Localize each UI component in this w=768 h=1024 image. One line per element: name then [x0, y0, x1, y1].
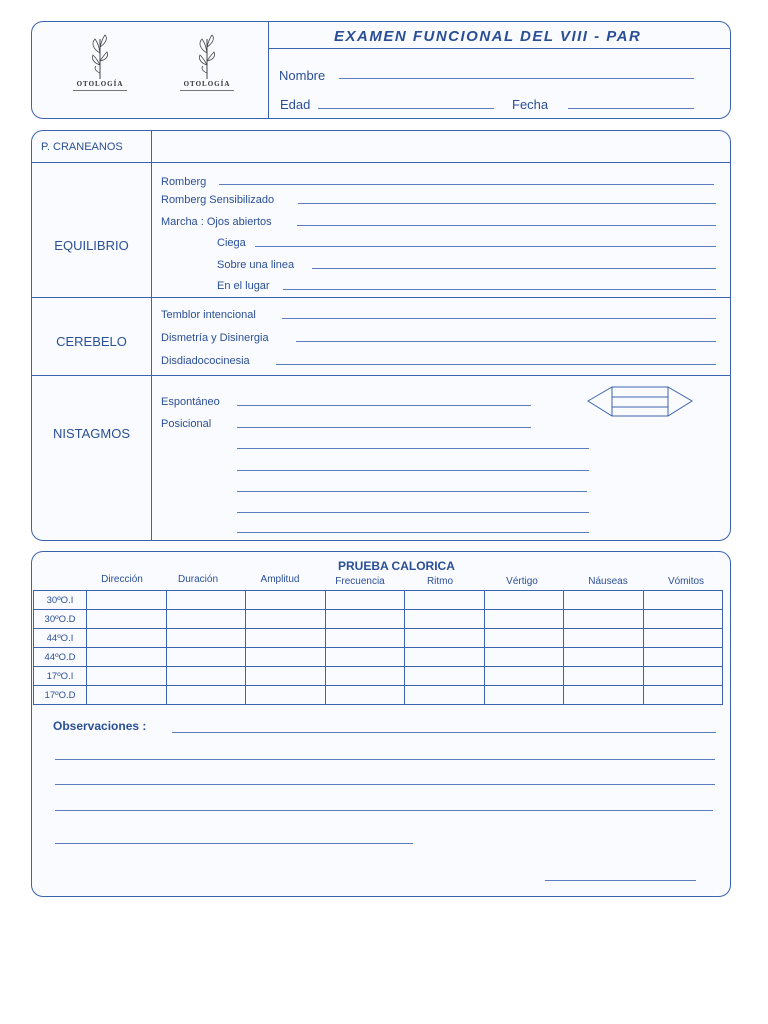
col-header-ritmo: Ritmo	[426, 576, 454, 587]
table-cell[interactable]	[246, 591, 326, 610]
row-header: 17ºO.I	[34, 667, 87, 686]
posicional-label: Posicional	[161, 418, 212, 430]
table-cell[interactable]	[246, 686, 326, 705]
table-cell[interactable]	[87, 667, 167, 686]
pares-column-divider	[151, 131, 152, 540]
observaciones-line[interactable]	[55, 810, 713, 811]
observaciones-label: Observaciones :	[53, 719, 147, 733]
nistagmus-diagram-icon	[586, 385, 694, 419]
table-cell[interactable]	[564, 629, 644, 648]
disdiadococinesia-label: Disdiadococinesia	[161, 355, 250, 367]
table-cell[interactable]	[166, 648, 246, 667]
table-cell[interactable]	[405, 629, 485, 648]
nombre-field[interactable]	[339, 78, 694, 79]
observaciones-line[interactable]	[55, 759, 715, 760]
table-cell[interactable]	[564, 610, 644, 629]
table-cell[interactable]	[246, 610, 326, 629]
calorica-table	[33, 590, 723, 705]
table-row	[34, 648, 723, 667]
table-cell[interactable]	[246, 667, 326, 686]
table-cell[interactable]	[87, 648, 167, 667]
table-cell[interactable]	[405, 610, 485, 629]
otologia-logo-2	[172, 33, 242, 103]
table-cell[interactable]	[484, 610, 564, 629]
romberg-field[interactable]	[219, 184, 714, 185]
col-header-nauseas: Náuseas	[588, 576, 628, 587]
nistagmos-line[interactable]	[237, 470, 589, 471]
table-cell[interactable]	[325, 648, 405, 667]
ciega-field[interactable]	[255, 246, 716, 247]
table-cell[interactable]	[166, 667, 246, 686]
form-title: EXAMEN FUNCIONAL DEL VIII - PAR	[334, 28, 642, 45]
logo-subline	[73, 90, 127, 94]
nistagmos-label: NISTAGMOS	[52, 426, 131, 441]
table-row	[34, 667, 723, 686]
table-cell[interactable]	[246, 648, 326, 667]
posicional-field[interactable]	[237, 427, 531, 428]
row-header: 44ºO.D	[34, 648, 87, 667]
sobre-linea-label: Sobre una linea	[217, 259, 295, 271]
col-header-vomitos: Vómitos	[667, 576, 705, 587]
nistagmos-line[interactable]	[237, 448, 589, 449]
dismetria-label: Dismetría y Disinergia	[161, 332, 269, 344]
row-header: 44ºO.I	[34, 629, 87, 648]
table-cell[interactable]	[405, 648, 485, 667]
table-cell[interactable]	[166, 591, 246, 610]
table-cell[interactable]	[564, 667, 644, 686]
table-cell[interactable]	[643, 629, 723, 648]
col-header-amplitud: Amplitud	[260, 574, 300, 585]
logo-text: OTOLOGÍA	[183, 80, 231, 88]
row-header: 17ºO.D	[34, 686, 87, 705]
espontaneo-field[interactable]	[237, 405, 531, 406]
table-cell[interactable]	[405, 667, 485, 686]
table-cell[interactable]	[87, 686, 167, 705]
table-row	[34, 591, 723, 610]
marcha-field[interactable]	[297, 225, 716, 226]
title-underline	[269, 48, 730, 49]
table-cell[interactable]	[325, 591, 405, 610]
table-cell[interactable]	[87, 629, 167, 648]
edad-label: Edad	[280, 97, 311, 112]
row-divider	[32, 375, 730, 376]
table-cell[interactable]	[166, 686, 246, 705]
table-cell[interactable]	[87, 610, 167, 629]
equilibrio-label: EQUILIBRIO	[54, 238, 129, 253]
table-cell[interactable]	[643, 591, 723, 610]
temblor-label: Temblor intencional	[161, 309, 256, 321]
table-cell[interactable]	[643, 686, 723, 705]
fecha-field[interactable]	[568, 108, 694, 109]
observaciones-line[interactable]	[55, 843, 413, 844]
espontaneo-label: Espontáneo	[161, 396, 220, 408]
table-cell[interactable]	[166, 629, 246, 648]
observaciones-field[interactable]	[172, 732, 716, 733]
observaciones-line[interactable]	[55, 784, 715, 785]
table-row	[34, 686, 723, 705]
sobre-linea-field[interactable]	[312, 268, 716, 269]
logo-text: OTOLOGÍA	[76, 80, 124, 88]
row-header: 30ºO.I	[34, 591, 87, 610]
signature-line[interactable]	[545, 880, 696, 881]
edad-field[interactable]	[318, 108, 494, 109]
table-cell[interactable]	[643, 667, 723, 686]
table-cell[interactable]	[564, 648, 644, 667]
cerebelo-label: CEREBELO	[56, 334, 127, 349]
marcha-label: Marcha : Ojos abiertos	[161, 216, 272, 228]
flower-icon	[65, 33, 135, 81]
table-cell[interactable]	[246, 629, 326, 648]
col-header-vertigo: Vértigo	[506, 576, 538, 587]
table-cell[interactable]	[325, 629, 405, 648]
table-cell[interactable]	[484, 591, 564, 610]
logo-subline	[180, 90, 234, 94]
table-cell[interactable]	[405, 686, 485, 705]
calorica-title: PRUEBA CALORICA	[338, 559, 455, 573]
en-el-lugar-field[interactable]	[283, 289, 716, 290]
table-cell[interactable]	[325, 686, 405, 705]
row-divider	[32, 297, 730, 298]
col-header-duracion: Duración	[177, 574, 219, 585]
temblor-field[interactable]	[282, 318, 716, 319]
table-cell[interactable]	[564, 686, 644, 705]
header-divider	[268, 22, 269, 118]
table-cell[interactable]	[643, 648, 723, 667]
table-cell[interactable]	[325, 610, 405, 629]
disdiadococinesia-field[interactable]	[276, 364, 716, 365]
dismetria-field[interactable]	[296, 341, 716, 342]
table-cell[interactable]	[87, 591, 167, 610]
craneanos-label: P. CRANEANOS	[41, 141, 123, 153]
romberg-sensibilizado-label: Romberg Sensibilizado	[161, 194, 275, 206]
nistagmos-line[interactable]	[237, 512, 589, 513]
fecha-label: Fecha	[512, 97, 549, 112]
table-cell[interactable]	[405, 591, 485, 610]
table-cell[interactable]	[564, 591, 644, 610]
table-cell[interactable]	[325, 667, 405, 686]
nombre-label: Nombre	[279, 68, 326, 83]
flower-icon	[172, 33, 242, 81]
col-header-frecuencia: Frecuencia	[335, 576, 385, 587]
table-cell[interactable]	[484, 648, 564, 667]
table-cell[interactable]	[643, 610, 723, 629]
table-row	[34, 610, 723, 629]
table-cell[interactable]	[166, 610, 246, 629]
ciega-label: Ciega	[217, 237, 246, 249]
nistagmos-line[interactable]	[237, 491, 587, 492]
table-cell[interactable]	[484, 686, 564, 705]
row-header: 30ºO.D	[34, 610, 87, 629]
en-el-lugar-label: En el lugar	[217, 280, 270, 292]
col-header-direccion: Dirección	[101, 574, 143, 585]
romberg-sensibilizado-field[interactable]	[298, 203, 716, 204]
row-divider	[32, 162, 730, 163]
romberg-label: Romberg	[161, 176, 207, 188]
otologia-logo-1	[65, 33, 135, 103]
table-row	[34, 629, 723, 648]
table-cell[interactable]	[484, 667, 564, 686]
table-cell[interactable]	[484, 629, 564, 648]
nistagmos-line[interactable]	[237, 532, 589, 533]
